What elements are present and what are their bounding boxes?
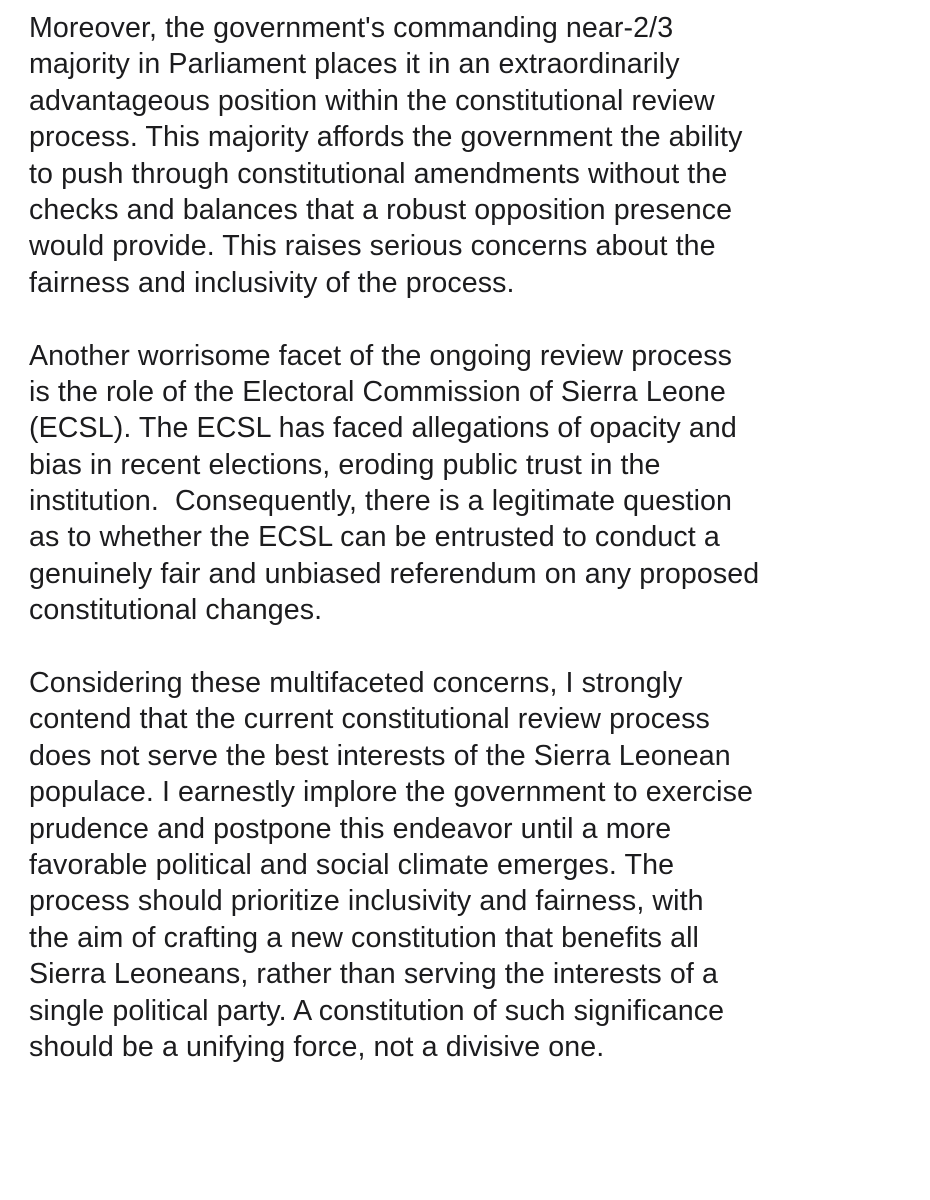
paragraph-ecsl-concerns [29, 338, 910, 629]
text-line: should be a unifying force, not a divisive one. [29, 1030, 605, 1063]
text-line: single political party. A constitution of such significance [29, 994, 725, 1027]
paragraph-majority-concerns [29, 10, 910, 301]
text-line: institution. Consequently, there is a legitimate question [29, 485, 733, 518]
text-line: to push through constitutional amendments without the [29, 157, 728, 190]
text-line: Moreover, the government's commanding near-2/3 [29, 12, 674, 44]
text-line: process. This majority affords the government the ability [29, 121, 743, 154]
text-line: (ECSL). The ECSL has faced allegations of opacity and [29, 412, 737, 445]
text-line: populace. I earnestly implore the government to exercise [29, 776, 754, 809]
text-line: the aim of crafting a new constitution that benefits all [29, 921, 699, 954]
text-line: genuinely fair and unbiased referendum on any proposed [29, 557, 760, 590]
text-line: is the role of the Electoral Commission of Sierra Leone [29, 375, 726, 408]
text-line: does not serve the best interests of the Sierra Leonean [29, 739, 731, 772]
text-line: contend that the current constitutional review process [29, 703, 710, 736]
text-line: constitutional changes. [29, 594, 323, 627]
text-line: bias in recent elections, eroding public trust in the [29, 448, 661, 481]
text-line: Considering these multifaceted concerns, I strongly [29, 667, 683, 700]
text-line: prudence and postpone this endeavor until a more [29, 812, 672, 845]
text-line: checks and balances that a robust opposition presence [29, 193, 733, 226]
text-line: favorable political and social climate emerges. The [29, 848, 675, 881]
text-line: as to whether the ECSL can be entrusted to conduct a [29, 521, 720, 554]
text-line: process should prioritize inclusivity and fairness, with [29, 885, 704, 918]
text-line: majority in Parliament places it in an extraordinarily [29, 48, 680, 81]
text-line: Sierra Leoneans, rather than serving the interests of a [29, 958, 718, 991]
paragraph-conclusion [29, 665, 910, 1065]
text-line: advantageous position within the constitutional review [29, 84, 715, 117]
text-line: would provide. This raises serious concerns about the [29, 230, 716, 263]
text-line: Another worrisome facet of the ongoing review process [29, 339, 733, 372]
text-line: fairness and inclusivity of the process. [29, 266, 515, 299]
